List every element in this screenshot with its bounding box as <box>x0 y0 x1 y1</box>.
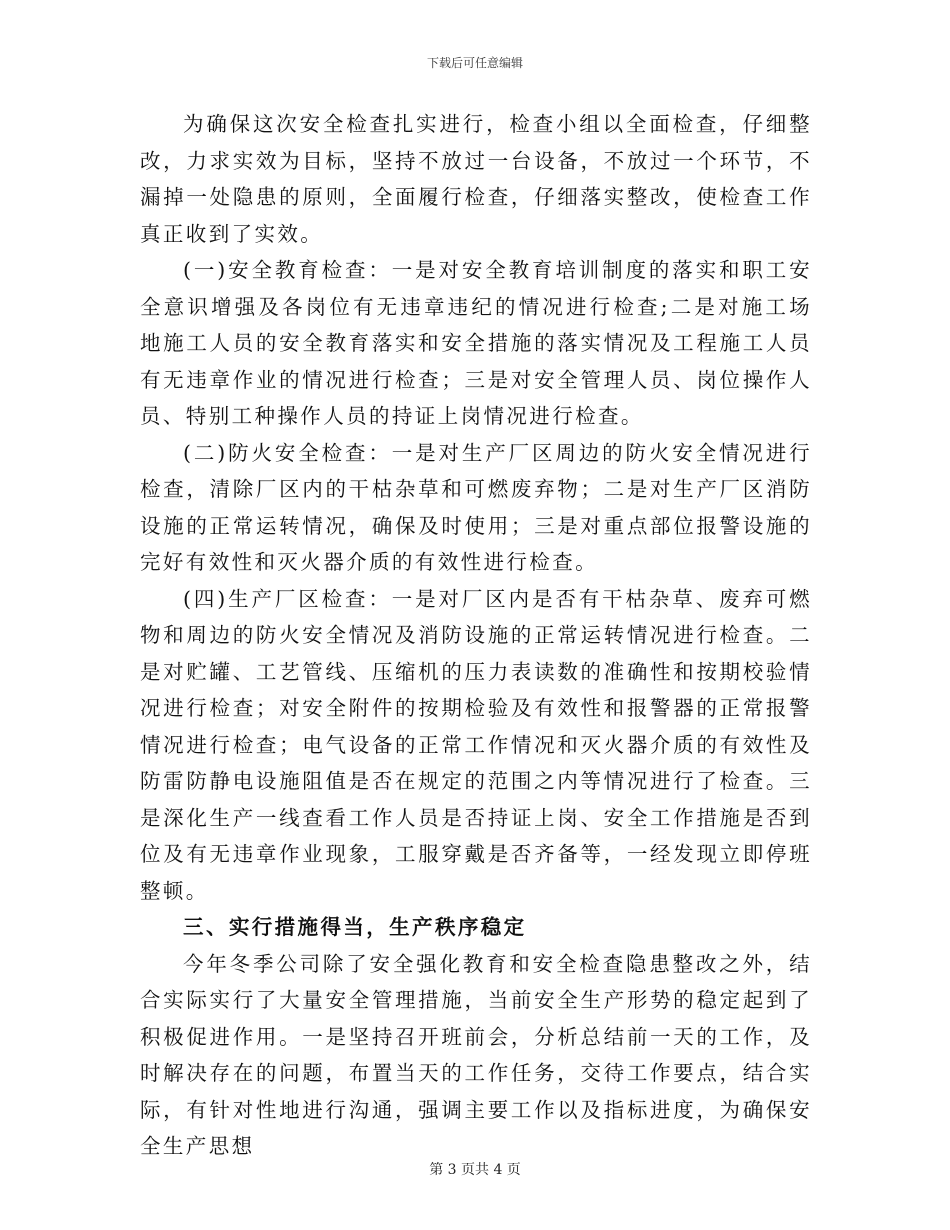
page-number: 第 3 页共 4 页 <box>429 1162 521 1178</box>
document-body <box>140 106 812 1165</box>
paragraph-inspection-principle: 为确保这次安全检查扎实进行，检查小组以全面检查，仔细整改，力求实效为目标，坚持不放过一台设备，不放过一个环节，不漏掉一处隐患的原则，全面履行检查，仔细落实整改，使检查工作真正收到了实效。 <box>140 112 812 246</box>
paragraph-plant-area-check: (四)生产厂区检查：一是对厂区内是否有干枯杂草、废弃可燃物和周边的防火安全情况及消防设施的正常运转情况进行检查。二是对贮罐、工艺管线、压缩机的压力表读数的准确性和按期校验情况进行检查；对安全附件的按期检验及有效性和报警器的正常报警情况进行检查；电气设备的正常工作情况和灭火器介质的有效性及防雷防静电设施阻值是否在规定的范围之内等情况进行了检查。三是深化生产一线查看工作人员是否持证上岗、安全工作措施是否到位及有无违章作业现象，工服穿戴是否齐备等，一经发现立即停班整顿。 <box>140 586 812 903</box>
section-heading: 三、实行措施得当，生产秩序稳定 <box>183 915 527 939</box>
paragraph-winter-measures: 今年冬季公司除了安全强化教育和安全检查隐患整改之外，结合实际实行了大量安全管理措施，当前安全生产形势的稳定起到了积极促进作用。一是坚持召开班前会，分析总结前一天的工作，及时解决存在的问题，布置当天的工作任务，交待工作要点，结合实际，有针对性地进行沟通，强调主要工作以及指标进度，为确保安全生产思想 <box>140 951 812 1158</box>
page-header: 下载后可任意编辑 <box>426 56 523 70</box>
paragraph-fire-safety-check: (二)防火安全检查：一是对生产厂区周边的防火安全情况进行检查，清除厂区内的干枯杂草和可燃废弃物；二是对生产厂区消防设施的正常运转情况，确保及时使用；三是对重点部位报警设施的完好有效性和灭火器介质的有效性进行检查。 <box>140 440 812 574</box>
paragraph-safety-education-check: (一)安全教育检查：一是对安全教育培训制度的落实和职工安全意识增强及各岗位有无违章违纪的情况进行检查;二是对施工场地施工人员的安全教育落实和安全措施的落实情况及工程施工人员有无违章作业的情况进行检查；三是对安全管理人员、岗位操作人员、特别工种操作人员的持证上岗情况进行检查。 <box>140 258 812 428</box>
